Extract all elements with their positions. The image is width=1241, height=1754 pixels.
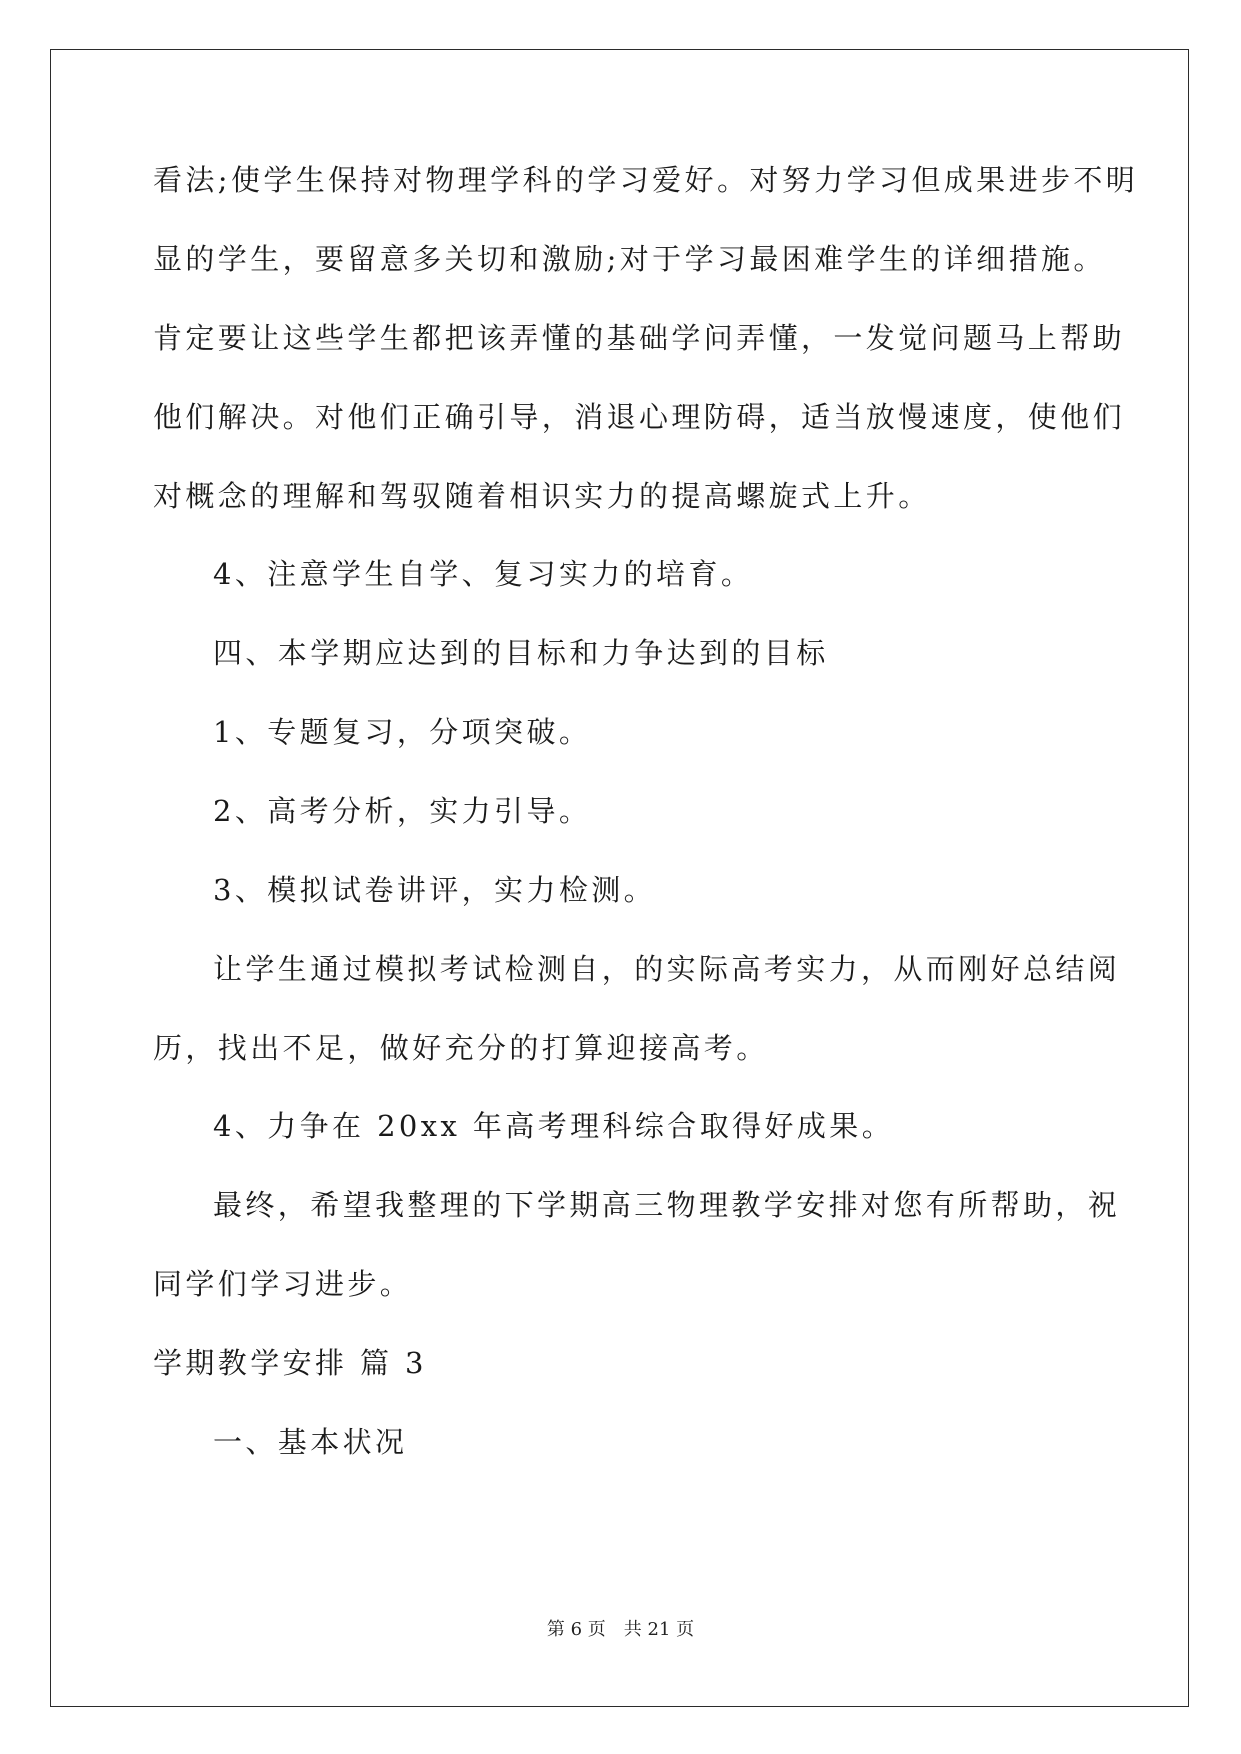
paragraph-line: 让学生通过模拟考试检测自，的实际高考实力，从而刚好总结阅 (213, 952, 1121, 986)
section-heading: 四、本学期应达到的目标和力争达到的目标 (213, 636, 829, 670)
paragraph-line: 肯定要让这些学生都把该弄懂的基础学问弄懂，一发觉问题马上帮助 (153, 321, 1126, 355)
paragraph-line: 看法;使学生保持对物理学科的学习爱好。对努力学习但成果进步不明 (153, 163, 1139, 197)
paragraph-line: 他们解决。对他们正确引导，消退心理防碍，适当放慢速度，使他们 (153, 400, 1126, 434)
list-item: 4、力争在 20xx 年高考理科综合取得好成果。 (213, 1109, 895, 1143)
paragraph-line: 同学们学习进步。 (153, 1267, 413, 1301)
section-heading: 一、基本状况 (213, 1425, 408, 1459)
paragraph-line: 对概念的理解和驾驭随着相识实力的提高螺旋式上升。 (153, 479, 931, 513)
paragraph-line: 最终，希望我整理的下学期高三物理教学安排对您有所帮助，祝 (213, 1188, 1121, 1222)
list-item: 2、高考分析，实力引导。 (213, 794, 592, 828)
document-title: 学期教学安排 篇 3 (153, 1346, 427, 1380)
paragraph-line: 显的学生，要留意多关切和激励;对于学习最困难学生的详细措施。 (153, 242, 1106, 276)
page-number: 第 6 页 (546, 1619, 606, 1640)
page-total: 共 21 页 (623, 1619, 695, 1640)
list-item: 1、专题复习，分项突破。 (213, 715, 592, 749)
paragraph-line: 历，找出不足，做好充分的打算迎接高考。 (153, 1031, 769, 1065)
list-item: 3、模拟试卷讲评，实力检测。 (213, 873, 657, 907)
page-footer (0, 1615, 1241, 1641)
list-item: 4、注意学生自学、复习实力的培育。 (213, 557, 754, 591)
